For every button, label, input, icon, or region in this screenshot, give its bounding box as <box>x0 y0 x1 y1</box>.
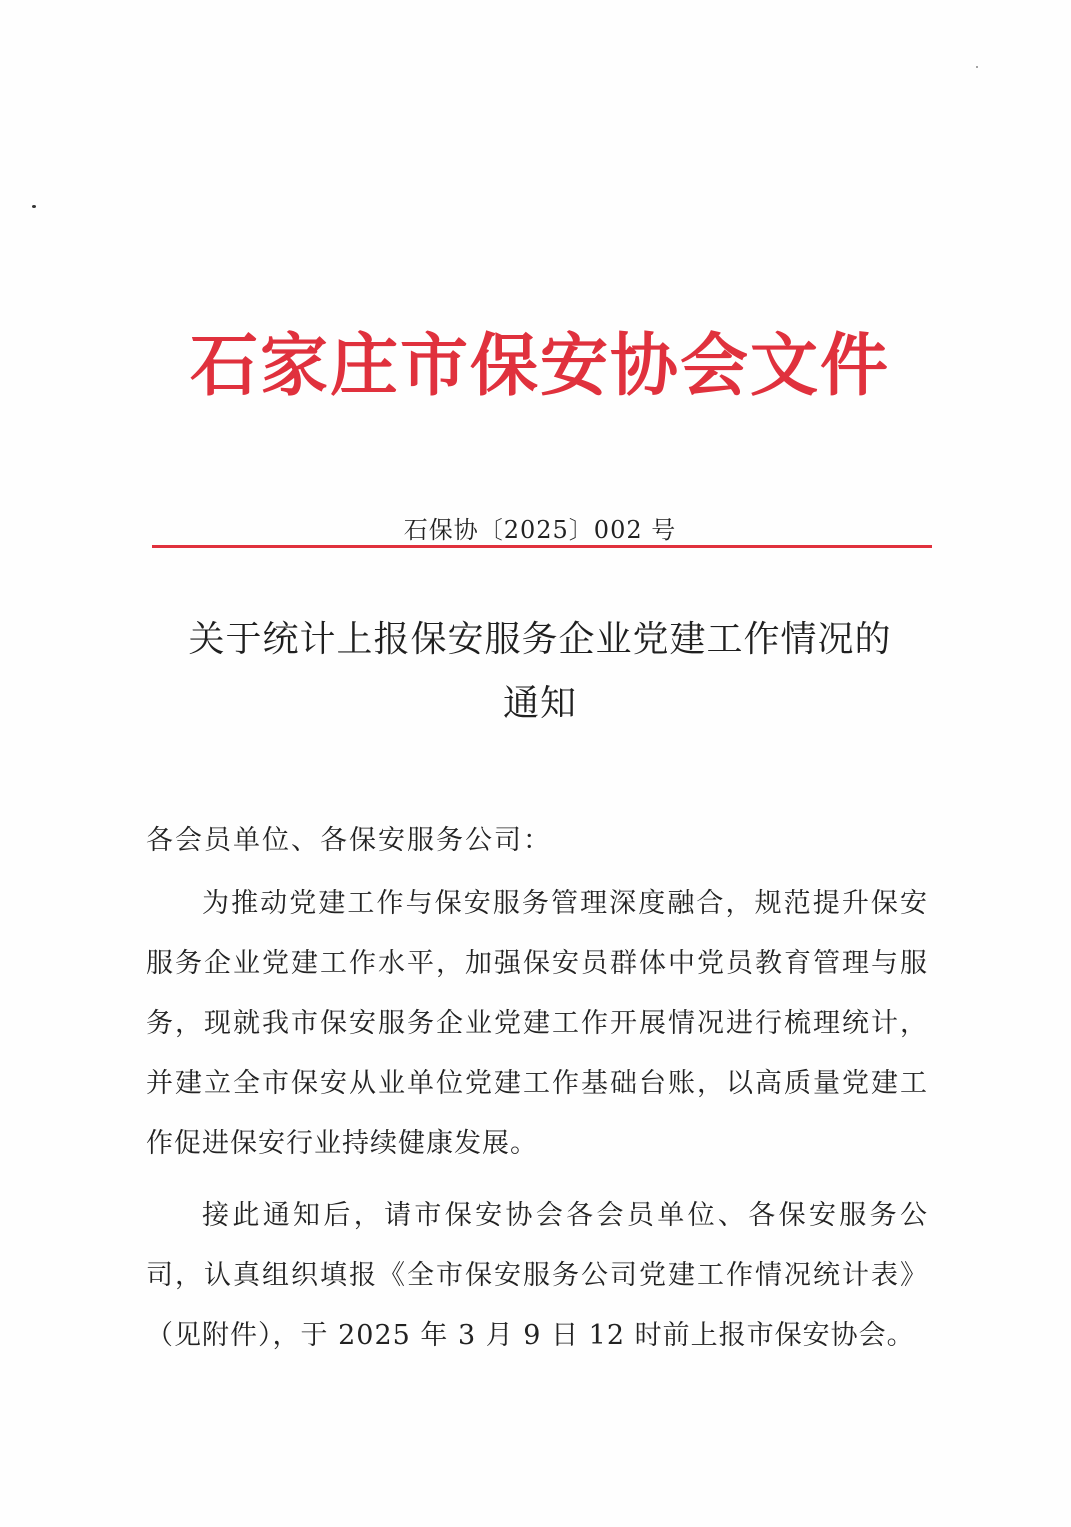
document-number: 石保协〔2025〕002 号 <box>403 516 677 544</box>
body-paragraph-2: 接此通知后，请市保安协会各会员单位、各保安服务公司，认真组织填报《全市保安服务公司党建工作情况统计表》（见附件），于 2025 年 3 月 9 日 12 时前上报市保安协会。 <box>146 1200 928 1351</box>
org-document-header: 石家庄市保安协会文件 <box>189 326 890 406</box>
body-paragraph-1: 为推动党建工作与保安服务管理深度融合，规范提升保安服务企业党建工作水平，加强保安员群体中党员教育管理与服务，现就我市保安服务企业党建工作开展情况进行梳理统计，并建立全市保安从业单位党建工作基础台账，以高质量党建工作促进保安行业持续健康发展。 <box>146 888 928 1159</box>
notice-title-line-2: 通知 <box>502 683 577 724</box>
scan-speck <box>32 205 36 208</box>
salutation: 各会员单位、各保安服务公司： <box>146 825 552 856</box>
red-divider-line <box>152 545 932 548</box>
notice-title-line-1: 关于统计上报保安服务企业党建工作情况的 <box>188 619 892 660</box>
scan-speck <box>976 66 978 68</box>
notice-title <box>140 608 940 736</box>
